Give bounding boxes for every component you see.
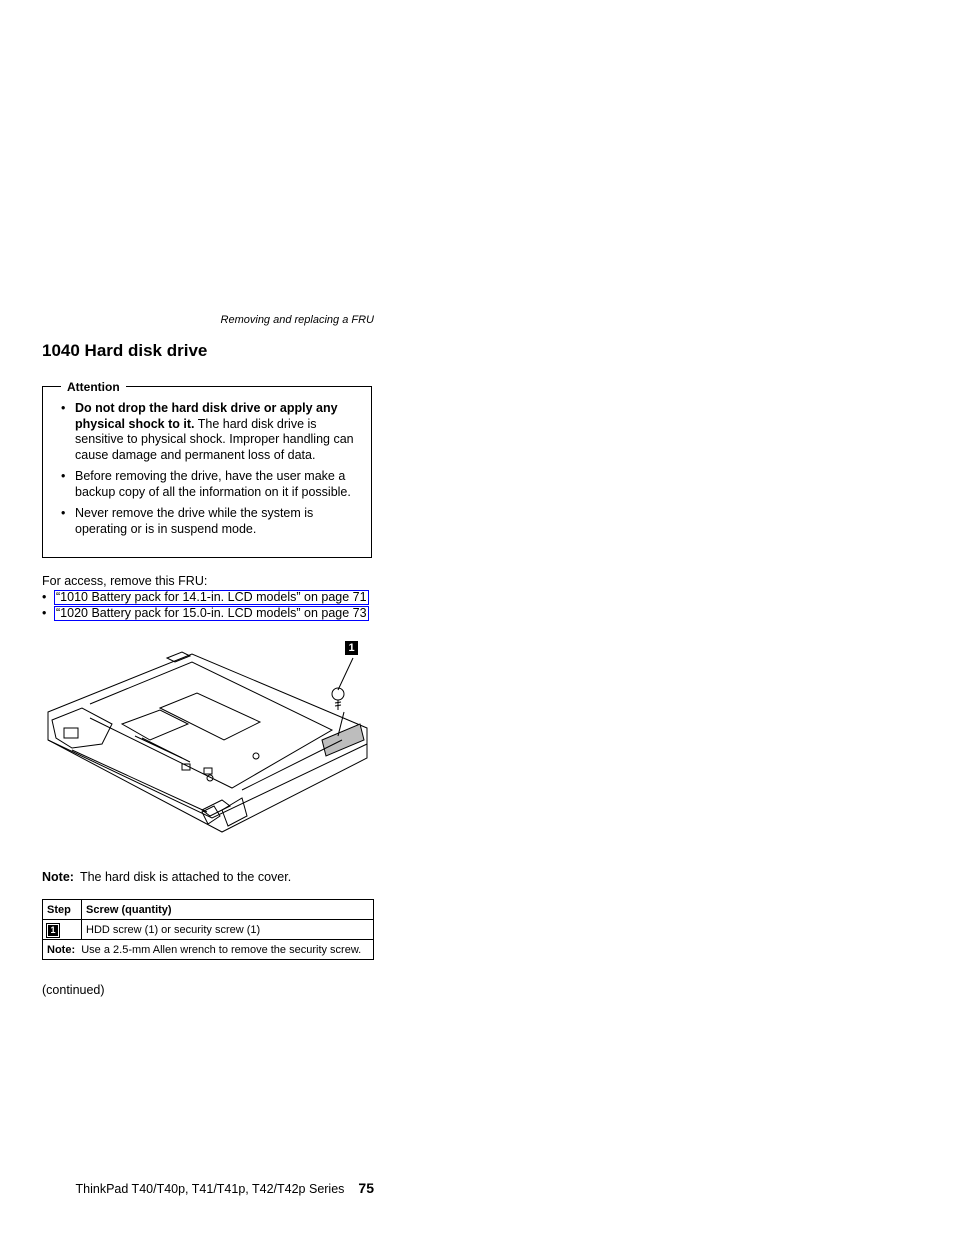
- laptop-drawing: [42, 640, 374, 840]
- battery-14-link[interactable]: “1010 Battery pack for 14.1-in. LCD models” on page 71: [56, 590, 367, 604]
- list-item: [42, 606, 369, 622]
- fru-link-list: [42, 590, 369, 622]
- table-row: [43, 920, 374, 940]
- continued-label: (continued): [42, 983, 105, 997]
- laptop-outline: [48, 654, 367, 832]
- table-header-row: [43, 900, 374, 920]
- step-cell: [43, 920, 82, 940]
- table-note-cell: [43, 940, 374, 960]
- step-number-badge: 1: [48, 925, 58, 936]
- table-note-label: Note:: [47, 943, 76, 956]
- screw-cell: HDD screw (1) or security screw (1): [82, 920, 374, 940]
- bullet-icon: •: [61, 401, 66, 415]
- screw-header: Screw (quantity): [82, 900, 374, 920]
- bullet-icon: •: [61, 506, 66, 520]
- callout-leader: [338, 658, 353, 690]
- attention-item: [57, 469, 357, 500]
- list-item: [42, 590, 369, 606]
- screw-table: [42, 899, 374, 960]
- callout-1: 1: [345, 641, 358, 655]
- connector: [64, 728, 78, 738]
- attention-item-text: Never remove the drive while the system is operating or is in suspend mode.: [75, 506, 314, 536]
- attention-title: Attention: [61, 379, 126, 395]
- hdd-cover: [322, 724, 364, 756]
- bullet-icon: •: [42, 590, 47, 604]
- step-header: Step: [43, 900, 82, 920]
- attention-item-bold: Do not drop the hard disk drive or apply any physical shock to it.: [75, 401, 338, 431]
- footer-series: ThinkPad T40/T40p, T41/T41p, T42/T42p Series: [75, 1182, 345, 1196]
- table-note-text: Use a 2.5-mm Allen wrench to remove the security screw.: [81, 943, 362, 956]
- note-label: Note:: [42, 870, 74, 884]
- note-text: The hard disk is attached to the cover.: [79, 870, 292, 884]
- section-title: 1040 Hard disk drive: [42, 341, 208, 360]
- page-footer: [60, 1180, 374, 1196]
- access-intro: For access, remove this FRU:: [42, 574, 208, 588]
- table-note-row: [43, 940, 374, 960]
- laptop-bottom-illustration: [42, 640, 374, 840]
- bullet-icon: •: [42, 606, 47, 620]
- port-cluster: [52, 708, 112, 748]
- memory-cover: [160, 693, 260, 740]
- battery-15-link[interactable]: “1020 Battery pack for 15.0-in. LCD models” on page 73: [56, 606, 367, 620]
- attention-item-text: Before removing the drive, have the user make a backup copy of all the information on it if possible.: [75, 469, 351, 499]
- note: [42, 870, 291, 884]
- page-number: 75: [358, 1180, 374, 1196]
- attention-box: [42, 380, 372, 558]
- rubber-foot: [167, 652, 190, 662]
- attention-item-text: The hard disk drive is sensitive to physical shock. Improper handling can cause damage and permanent loss of data.: [75, 416, 354, 462]
- running-head: Removing and replacing a FRU: [220, 314, 374, 326]
- attention-item: [57, 401, 357, 463]
- vent-panel: [122, 710, 188, 740]
- bullet-icon: •: [61, 469, 66, 483]
- attention-item: [57, 506, 357, 537]
- attention-list: [57, 401, 357, 543]
